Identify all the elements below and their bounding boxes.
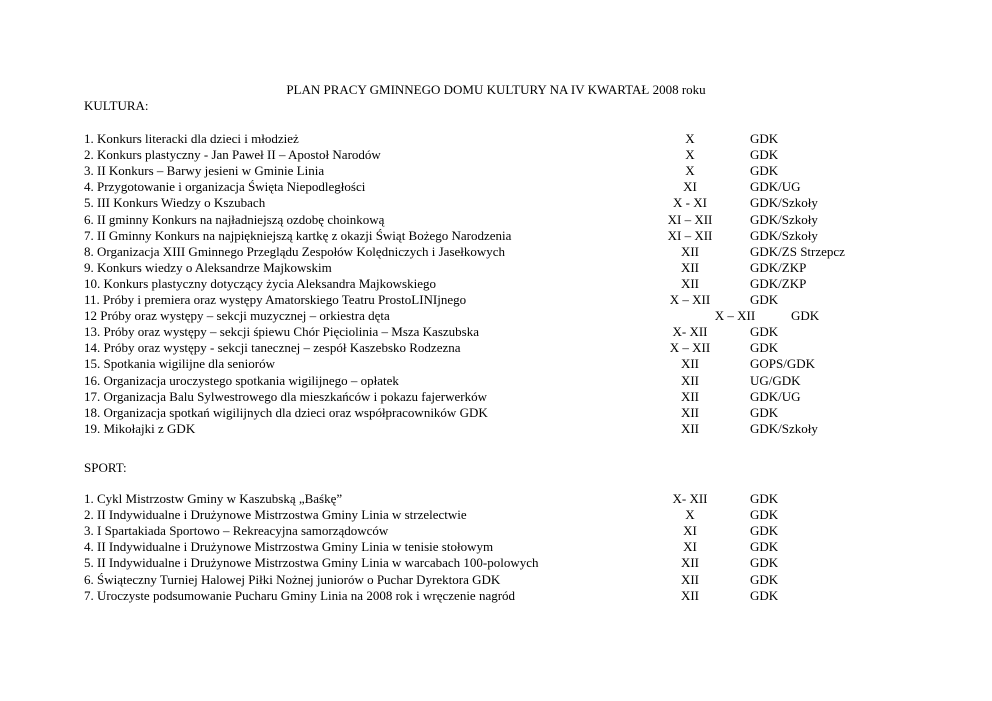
activity-description: 7. Uroczyste podsumowanie Pucharu Gminy Linia na 2008 rok i wręczenie nagród [84,588,516,603]
plan-row [0,147,992,163]
activity-period: XII [680,276,700,291]
plan-row [0,179,992,195]
plan-row [0,588,992,604]
activity-description: 19. Mikołajki z GDK [84,421,196,436]
activity-period: XII [680,588,700,603]
activity-period: XI – XII [667,212,713,227]
activity-organizer: GDK [750,147,779,162]
activity-period: X - XI [673,195,707,210]
activity-description: 5. II Indywidualne i Drużynowe Mistrzostwa Gminy Linia w warcabach 100-polowych [84,555,539,570]
activity-organizer: GDK/UG [750,389,801,404]
plan-row [0,195,992,211]
activity-period: X [685,507,695,522]
activity-period: X – XII [669,292,711,307]
activity-description: 2. II Indywidualne i Drużynowe Mistrzostwa Gminy Linia w strzelectwie [84,507,467,522]
plan-row [0,131,992,147]
activity-organizer: GOPS/GDK [750,356,816,371]
activity-organizer: GDK [750,523,779,538]
activity-organizer: GDK [750,163,779,178]
activity-organizer: GDK [750,588,779,603]
activity-organizer: GDK [750,292,779,307]
activity-description: 9. Konkurs wiedzy o Aleksandrze Majkowskim [84,260,332,275]
activity-description: 10. Konkurs plastyczny dotyczący życia Aleksandra Majkowskiego [84,276,436,291]
activity-period: X [685,147,695,162]
activity-description: 7. II Gminny Konkurs na najpiękniejszą kartkę z okazji Świąt Bożego Narodzenia [84,228,512,243]
plan-row [0,260,992,276]
activity-period: XII [680,260,700,275]
document-title: PLAN PRACY GMINNEGO DOMU KULTURY NA IV KWARTAŁ 2008 roku [286,82,706,97]
activity-organizer: GDK [750,507,779,522]
activity-description: 13. Próby oraz występy – sekcji śpiewu Chór Pięciolinia – Msza Kaszubska [84,324,479,339]
plan-row [0,491,992,507]
plan-row [0,308,992,324]
activity-organizer: GDK [750,572,779,587]
activity-description: 5. III Konkurs Wiedzy o Kszubach [84,195,266,210]
activity-organizer: GDK [750,491,779,506]
plan-row [0,555,992,571]
activity-period: XII [680,421,700,436]
section-heading: KULTURA: [84,98,149,113]
activity-organizer: GDK [750,340,779,355]
activity-description: 2. Konkurs plastyczny - Jan Paweł II – Apostoł Narodów [84,147,381,162]
activity-description: 17. Organizacja Balu Sylwestrowego dla mieszkańców i pokazu fajerwerków [84,389,487,404]
plan-row [0,572,992,588]
activity-organizer: GDK/ZKP [750,276,807,291]
plan-row [0,405,992,421]
activity-period: X – XII [669,340,711,355]
activity-organizer: UG/GDK [750,373,801,388]
activity-period: XI [683,523,697,538]
activity-description: 1. Cykl Mistrzostw Gminy w Kaszubską „Baśkę” [84,491,343,506]
activity-description: 12 Próby oraz występy – sekcji muzycznej – orkiestra dęta [84,308,390,323]
plan-row [0,292,992,308]
activity-organizer: GDK/Szkoły [750,195,818,210]
activity-organizer: GDK/ZS Strzepcz [750,244,845,259]
plan-row [0,539,992,555]
activity-description: 6. Świąteczny Turniej Halowej Piłki Nożnej juniorów o Puchar Dyrektora GDK [84,572,501,587]
activity-organizer: GDK/Szkoły [750,228,818,243]
activity-organizer: GDK [791,308,820,323]
plan-row [0,421,992,437]
activity-organizer: GDK/Szkoły [750,421,818,436]
plan-row [0,373,992,389]
plan-row [0,212,992,228]
plan-row [0,356,992,372]
activity-description: 4. Przygotowanie i organizacja Święta Niepodległości [84,179,366,194]
activity-description: 14. Próby oraz występy - sekcji tanecznej – zespół Kaszebsko Rodzezna [84,340,461,355]
plan-row [0,507,992,523]
activity-period: XI – XII [667,228,713,243]
activity-description: 18. Organizacja spotkań wigilijnych dla dzieci oraz współpracowników GDK [84,405,488,420]
activity-organizer: GDK/UG [750,179,801,194]
activity-period: XII [680,356,700,371]
activity-organizer: GDK/ZKP [750,260,807,275]
activity-period: X- XII [672,324,708,339]
activity-organizer: GDK [750,539,779,554]
activity-description: 8. Organizacja XIII Gminnego Przeglądu Zespołów Kolędniczych i Jasełkowych [84,244,506,259]
activity-description: 16. Organizacja uroczystego spotkania wigilijnego – opłatek [84,373,399,388]
activity-period: XI [683,179,697,194]
activity-period: XI [683,539,697,554]
section-heading: SPORT: [84,460,127,475]
activity-organizer: GDK [750,555,779,570]
activity-organizer: GDK/Szkoły [750,212,818,227]
activity-organizer: GDK [750,324,779,339]
plan-row [0,340,992,356]
activity-description: 15. Spotkania wigilijne dla seniorów [84,356,276,371]
plan-row [0,276,992,292]
activity-description: 3. I Spartakiada Sportowo – Rekreacyjna samorządowców [84,523,389,538]
activity-description: 11. Próby i premiera oraz występy Amatorskiego Teatru ProstoLINIjnego [84,292,467,307]
plan-row [0,389,992,405]
activity-period: X [685,131,695,146]
activity-period: X [685,163,695,178]
activity-organizer: GDK [750,131,779,146]
activity-period: XII [680,389,700,404]
plan-row [0,228,992,244]
activity-period: X – XII [714,308,756,323]
activity-description: 6. II gminny Konkurs na najładniejszą ozdobę choinkową [84,212,385,227]
plan-row [0,163,992,179]
activity-organizer: GDK [750,405,779,420]
activity-description: 4. II Indywidualne i Drużynowe Mistrzostwa Gminy Linia w tenisie stołowym [84,539,494,554]
plan-row [0,244,992,260]
activity-period: XII [680,572,700,587]
activity-period: XII [680,244,700,259]
activity-description: 3. II Konkurs – Barwy jesieni w Gminie Linia [84,163,325,178]
activity-description: 1. Konkurs literacki dla dzieci i młodzież [84,131,299,146]
activity-period: XII [680,555,700,570]
activity-period: X- XII [672,491,708,506]
activity-period: XII [680,373,700,388]
plan-row [0,523,992,539]
activity-period: XII [680,405,700,420]
plan-row [0,324,992,340]
